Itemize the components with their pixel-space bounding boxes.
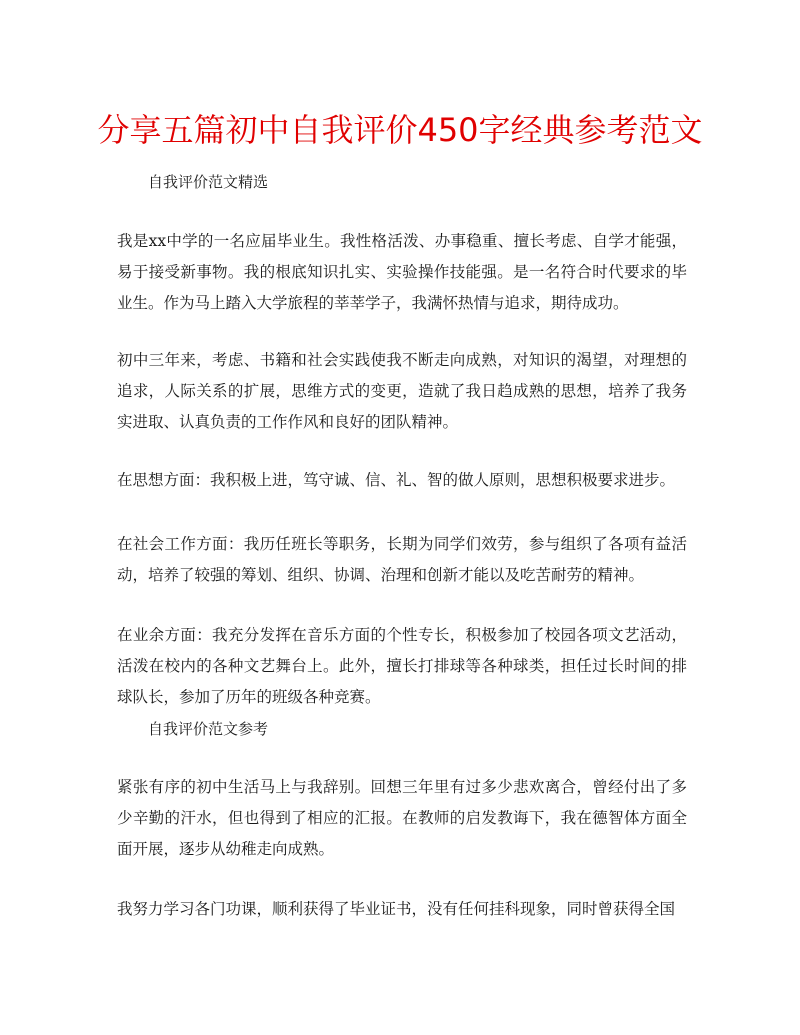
body-paragraph: 在思想方面：我积极上进，笃守诚、信、礼、智的做人原则，思想积极要求进步。 <box>117 471 676 489</box>
document-title: 分享五篇初中自我评价450字经典参考范文 <box>97 111 703 149</box>
body-paragraph: 在业余方面：我充分发挥在音乐方面的个性专长，积极参加了校园各项文艺活动，活泼在校内的各种文艺舞台上。此外，擅长打排球等各种球类，担任过长时间的排球队长，参加了历年的班级各种竞赛。 <box>117 626 687 706</box>
body-paragraph: 在社会工作方面：我历任班长等职务，长期为同学们效劳，参与组织了各项有益活动，培养了较强的筹划、组织、协调、治理和创新才能以及吃苦耐劳的精神。 <box>117 535 687 584</box>
body-paragraph: 我努力学习各门功课，顺利获得了毕业证书，没有任何挂科现象，同时曾获得全国 <box>117 900 676 918</box>
body-paragraph: 我是xx中学的一名应届毕业生。我性格活泼、办事稳重、擅长考虑、自学才能强，易于接受新事物。我的根底知识扎实、实验操作技能强。是一名符合时代要求的毕业生。作为马上踏入大学旅程的莘莘学子，我满怀热情与追求，期待成功。 <box>117 232 687 312</box>
section-heading-selected-samples: 自我评价范文精选 <box>148 173 269 191</box>
section-heading-reference-samples: 自我评价范文参考 <box>148 720 269 738</box>
body-paragraph: 初中三年来，考虑、书籍和社会实践使我不断走向成熟，对知识的渴望，对理想的追求，人际关系的扩展，思维方式的变更，造就了我日趋成熟的思想，培养了我务实进取、认真负责的工作作风和良好的团队精神。 <box>117 351 687 431</box>
body-paragraph: 紧张有序的初中生活马上与我辞别。回想三年里有过多少悲欢离合，曾经付出了多少辛勤的汗水，但也得到了相应的汇报。在教师的启发教诲下，我在德智体方面全面开展，逐步从幼稚走向成熟。 <box>117 778 687 858</box>
